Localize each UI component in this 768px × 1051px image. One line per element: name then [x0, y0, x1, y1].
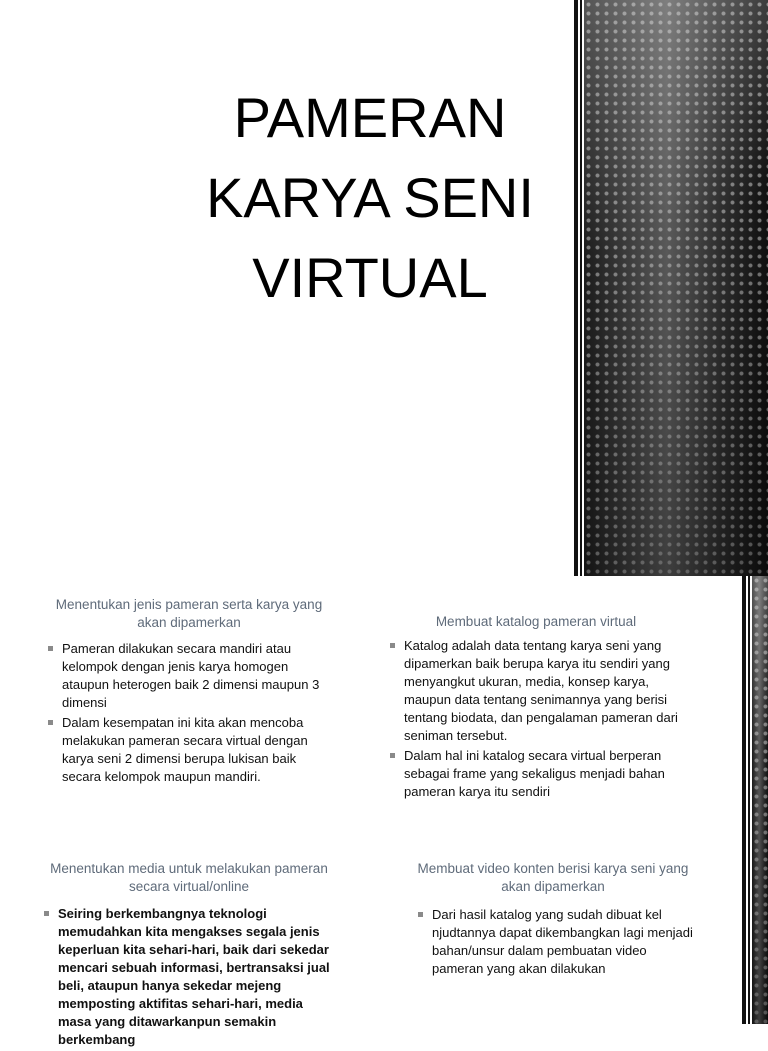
decorative-divider [742, 576, 746, 1024]
title-line: PAMERAN [233, 86, 507, 149]
section-media [44, 860, 334, 1051]
decorative-divider [574, 0, 578, 576]
section-heading: Menentukan media untuk melakukan pameran secara virtual/online [50, 861, 328, 894]
list-item: Dalam kesempatan ini kita akan mencoba melakukan pameran secara virtual dengan karya seni 2 dimensi berupa lukisan baik secara kelompok maupun mandiri. [48, 714, 330, 786]
bullet-list [408, 906, 698, 978]
decorative-divider [748, 576, 750, 1024]
content-slide [0, 576, 768, 1047]
metallic-pattern-band [752, 576, 768, 1024]
list-item: Pameran dilakukan secara mandiri atau kelompok dengan jenis karya homogen ataupun heterogen baik 2 dimensi maupun 3 dimensi [48, 640, 330, 712]
section-heading: Menentukan jenis pameran serta karya yang akan dipamerkan [55, 597, 323, 630]
list-item: Dari hasil katalog yang sudah dibuat kel njudtannya dapat dikembangkan lagi menjadi bahan/unsur dalam pembuatan video pameran yang akan dilakukan [418, 906, 698, 978]
section-katalog [390, 613, 682, 803]
section-jenis-pameran [48, 596, 330, 788]
section-heading: Membuat video konten berisi karya seni yang akan dipamerkan [417, 861, 689, 894]
bullet-list [48, 640, 330, 786]
list-item: Seiring berkembangnya teknologi memudahkan kita mengakses segala jenis keperluan kita sehari-hari, baik dari sekedar mencari sebuah informasi, bertransaksi jual beli, ataupun hanya sekedar mejeng memposting aktifitas sehari-hari, media masa yang ditawarkanpun semakin berkembang [44, 905, 334, 1049]
bullet-list [44, 905, 334, 1049]
bullet-list [390, 637, 682, 801]
title-line: KARYA SENI [206, 166, 534, 229]
slide-title [170, 78, 570, 318]
list-item: Dalam hal ini katalog secara virtual berperan sebagai frame yang sekaligus menjadi bahan pameran karya itu sendiri [390, 747, 682, 801]
section-video [408, 860, 698, 980]
metallic-pattern-band [584, 0, 768, 576]
decorative-divider [580, 0, 582, 576]
list-item: Katalog adalah data tentang karya seni yang dipamerkan baik berupa karya itu sendiri yang menyangkut ukuran, media, konsep karya, maupun data tentang senimannya yang berisi tentang biodata, dan pengalaman pameran dari seniman tersebut. [390, 637, 682, 745]
section-heading: Membuat katalog pameran virtual [435, 614, 637, 629]
title-line: VIRTUAL [252, 246, 488, 309]
